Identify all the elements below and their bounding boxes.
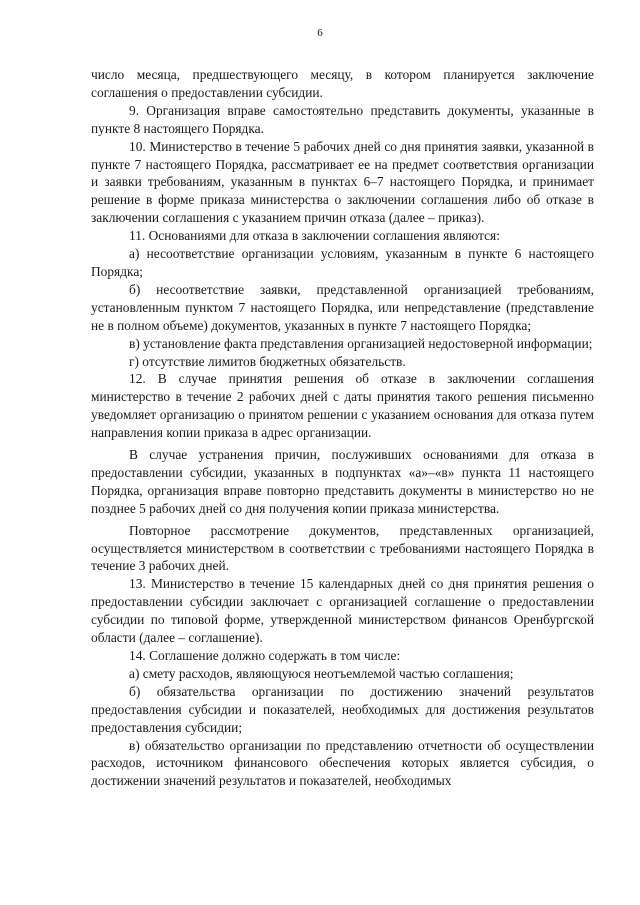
- paragraph-12: 12. В случае принятия решения об отказе в заключении соглашения министерство в течение 2 рабочих дней с даты принятия такого решения письменно уведомляет организацию о принятом решении с указанием основания для отказа путем направления копии приказа в адрес организации.: [91, 371, 594, 441]
- paragraph-11-a: а) несоответствие организации условиям, указанным в пункте 6 настоящего Порядка;: [91, 246, 594, 279]
- paragraph-14-b: б) обязательства организации по достижению значений результатов предоставления субсидии и показателей, необходимых для достижения результатов предоставления субсидии;: [91, 683, 594, 735]
- paragraph-14-a: а) смету расходов, являющуюся неотъемлемой частью соглашения;: [129, 665, 514, 681]
- page-number: 6: [317, 27, 323, 39]
- paragraph-continuation: число месяца, предшествующего месяцу, в котором планируется заключение соглашения о предоставлении субсидии.: [91, 67, 594, 100]
- paragraph-11: 11. Основаниями для отказа в заключении соглашения являются:: [129, 228, 500, 244]
- paragraph-12-review: Повторное рассмотрение документов, представленных организацией, осуществляется министерством в соответствии с требованиями настоящего Порядка в течение 3 рабочих дней.: [91, 522, 594, 574]
- paragraph-12-resubmission: В случае устранения причин, послуживших основаниями для отказа в предоставлении субсидии, указанных в подпунктах «а»–«в» пункта 11 настоящего Порядка, организация вправе повторно представить документы в министерство но не позднее 5 рабочих дней со дня получения копии приказа министерства.: [91, 447, 594, 516]
- paragraph-14-v: в) обязательство организации по представлению отчетности об осуществлении расходов, источником финансового обеспечения которых является субсидия, о достижении значений результатов и показателей, необходимых: [91, 737, 594, 789]
- paragraph-10: 10. Министерство в течение 5 рабочих дней со дня принятия заявки, указанной в пункте 7 настоящего Порядка, рассматривает ее на предмет соответствия организации и заявки требованиям, указанным в пунктах 6–7 настоящего Порядка, и принимает решение в форме приказа министерства о заключении соглашения либо об отказе в заключении соглашения с указанием причин отказа (далее – приказ).: [91, 138, 594, 226]
- paragraph-11-v: в) установление факта представления организацией недостоверной информации;: [129, 335, 593, 351]
- document-body: [91, 66, 594, 790]
- paragraph-13: 13. Министерство в течение 15 календарных дней со дня принятия решения о предоставлении субсидии заключает с организацией соглашение о предоставлении субсидии по типовой форме, утвержденной министерством финансов Оренбургской области (далее – соглашение).: [91, 576, 594, 646]
- paragraph-11-b: б) несоответствие заявки, представленной организацией требованиям, установленным пунктом 7 настоящего Порядка, или непредставление (представление не в полном объеме) документов, указанных в пункте 7 настоящего Порядка;: [91, 281, 594, 333]
- paragraph-9: 9. Организация вправе самостоятельно представить документы, указанные в пункте 8 настоящего Порядка.: [91, 102, 594, 136]
- paragraph-14: 14. Соглашение должно содержать в том числе:: [129, 648, 401, 663]
- paragraph-11-g: г) отсутствие лимитов бюджетных обязательств.: [129, 353, 406, 369]
